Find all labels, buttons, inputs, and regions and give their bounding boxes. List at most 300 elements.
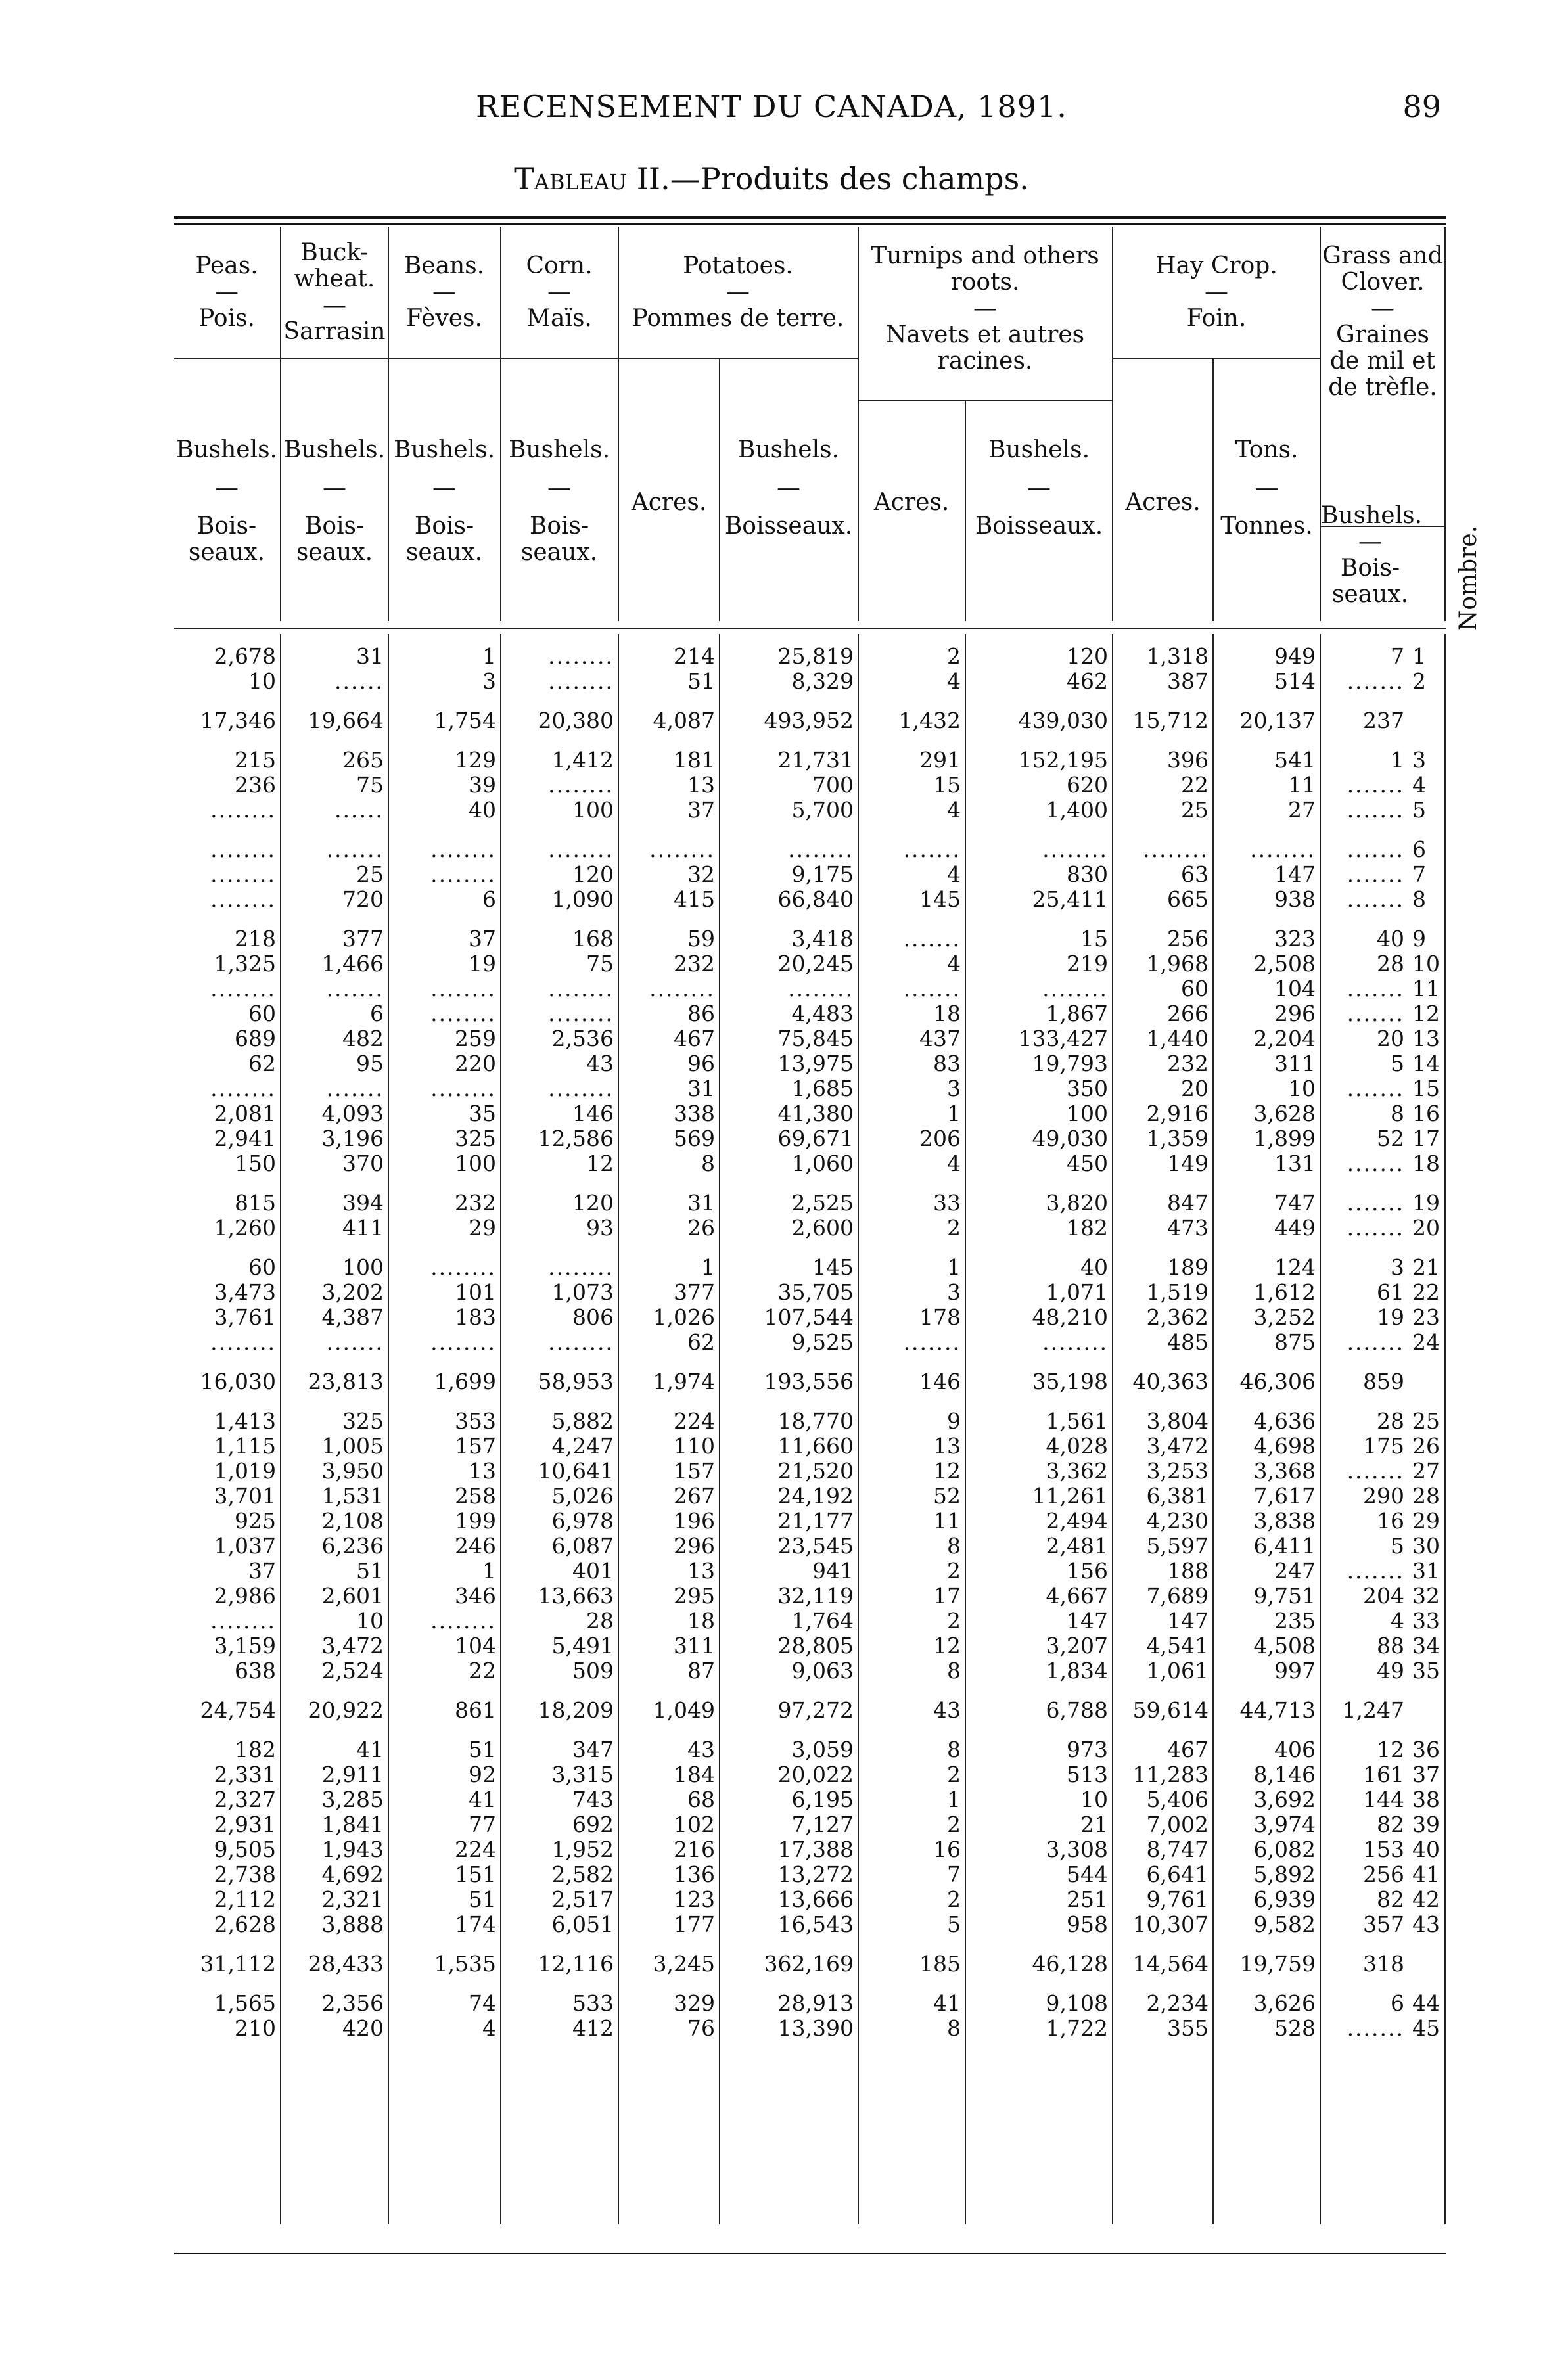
table-cell: 1,019 bbox=[214, 1458, 276, 1484]
table-cell: 1,260 bbox=[214, 1215, 276, 1241]
table-cell: 1,565 bbox=[214, 1990, 276, 2016]
row-number-cell: 29 bbox=[1412, 1508, 1440, 1534]
table-cell: 743 bbox=[572, 1787, 614, 1812]
row-number-cell: 13 bbox=[1412, 1026, 1440, 1051]
table-cell: 27 bbox=[1288, 797, 1316, 823]
table-cell: 24,192 bbox=[777, 1483, 854, 1509]
table-cell: 76 bbox=[687, 2015, 715, 2041]
table-cell: ........ bbox=[548, 836, 614, 862]
table-cell: 150 bbox=[235, 1151, 276, 1176]
table-row bbox=[174, 927, 1446, 951]
table-cell: 1,247 bbox=[1342, 1697, 1404, 1723]
table-cell: 509 bbox=[572, 1658, 614, 1683]
table-cell: 60 bbox=[1181, 976, 1209, 1001]
table-cell: 3,202 bbox=[321, 1279, 384, 1305]
table-cell: 350 bbox=[1067, 1076, 1108, 1101]
table-cell: 145 bbox=[812, 1254, 854, 1280]
table-cell: 124 bbox=[1274, 1254, 1316, 1280]
table-cell: 3,207 bbox=[1046, 1633, 1108, 1659]
table-cell: 412 bbox=[572, 2015, 614, 2041]
table-cell: 528 bbox=[1274, 2015, 1316, 2041]
row-spacer bbox=[174, 1937, 1446, 1952]
table-row bbox=[174, 887, 1446, 912]
table-row bbox=[174, 1255, 1446, 1280]
table-cell: 5 bbox=[1391, 1051, 1404, 1076]
data-table bbox=[174, 644, 1446, 2041]
table-cell: 1 bbox=[947, 1101, 961, 1126]
table-cell: 3,472 bbox=[321, 1633, 384, 1659]
table-cell: ....... bbox=[1347, 1076, 1404, 1101]
table-row bbox=[174, 1026, 1446, 1051]
table-cell: 219 bbox=[1067, 951, 1108, 976]
spacer-cell bbox=[174, 1176, 1446, 1191]
table-cell: 44,713 bbox=[1239, 1697, 1316, 1723]
table-cell: 216 bbox=[674, 1837, 715, 1862]
table-cell: 9,761 bbox=[1146, 1887, 1209, 1912]
table-title-prefix: Tableau bbox=[514, 161, 628, 196]
table-cell: 1,535 bbox=[434, 1951, 496, 1977]
table-cell: 146 bbox=[919, 1369, 961, 1394]
table-cell: 22 bbox=[469, 1658, 496, 1683]
table-cell: 638 bbox=[235, 1658, 276, 1683]
table-row bbox=[174, 669, 1446, 694]
table-cell: 3,252 bbox=[1253, 1304, 1316, 1330]
table-cell: 23,813 bbox=[308, 1369, 384, 1394]
table-row bbox=[174, 1051, 1446, 1076]
table-cell: ....... bbox=[1347, 797, 1404, 823]
table-cell: 859 bbox=[1363, 1369, 1404, 1394]
table-cell: ...... bbox=[334, 797, 384, 823]
table-cell: 1,834 bbox=[1046, 1658, 1108, 1683]
table-cell: 377 bbox=[674, 1279, 715, 1305]
table-row bbox=[174, 1659, 1446, 1683]
table-cell: 16 bbox=[933, 1837, 961, 1862]
table-cell: 544 bbox=[1067, 1862, 1108, 1887]
table-cell: 1,841 bbox=[321, 1812, 384, 1837]
table-cell: 362,169 bbox=[764, 1951, 854, 1977]
table-cell: 4 bbox=[947, 668, 961, 694]
table-cell: 406 bbox=[1274, 1737, 1316, 1762]
table-cell: 235 bbox=[1274, 1608, 1316, 1634]
table-row bbox=[174, 2016, 1446, 2041]
table-cell: 973 bbox=[1067, 1737, 1108, 1762]
table-cell: 236 bbox=[235, 772, 276, 798]
table-cell: 43 bbox=[586, 1051, 614, 1076]
table-cell: 259 bbox=[455, 1026, 496, 1051]
table-cell: 82 bbox=[1377, 1887, 1404, 1912]
table-cell: 39 bbox=[469, 772, 496, 798]
table-cell: 1,685 bbox=[791, 1076, 854, 1101]
table-cell: 2,494 bbox=[1046, 1508, 1108, 1534]
table-cell: 23,545 bbox=[777, 1533, 854, 1559]
table-cell: 22 bbox=[1181, 772, 1209, 798]
table-cell: 17 bbox=[933, 1583, 961, 1609]
table-cell: 8 bbox=[1391, 1101, 1404, 1126]
table-cell: 5,882 bbox=[551, 1408, 614, 1434]
table-cell: 2,517 bbox=[551, 1887, 614, 1912]
table-cell: 1,952 bbox=[551, 1837, 614, 1862]
table-cell: 396 bbox=[1167, 747, 1209, 773]
unit-acres: Acres. bbox=[1125, 489, 1201, 516]
table-cell: 8 bbox=[947, 1658, 961, 1683]
row-spacer bbox=[174, 1176, 1446, 1191]
row-number-cell: 39 bbox=[1412, 1812, 1440, 1837]
table-cell: 29 bbox=[469, 1215, 496, 1241]
row-spacer bbox=[174, 823, 1446, 837]
table-cell: 33 bbox=[933, 1190, 961, 1216]
table-cell: 2 bbox=[947, 1887, 961, 1912]
table-row bbox=[174, 748, 1446, 773]
table-cell: 1 bbox=[947, 1787, 961, 1812]
table-cell: 2,582 bbox=[551, 1862, 614, 1887]
table-cell: 46,128 bbox=[1032, 1951, 1108, 1977]
table-cell: 11 bbox=[1288, 772, 1316, 798]
row-spacer bbox=[174, 1394, 1446, 1409]
row-number-cell: 23 bbox=[1412, 1304, 1440, 1330]
table-cell: 514 bbox=[1274, 668, 1316, 694]
table-cell: 11,660 bbox=[777, 1433, 854, 1459]
table-cell: ....... bbox=[1347, 668, 1404, 694]
table-cell: 43 bbox=[933, 1697, 961, 1723]
row-number-cell: 2 bbox=[1412, 668, 1426, 694]
table-cell: 20,245 bbox=[777, 951, 854, 976]
table-cell: 1,974 bbox=[653, 1369, 715, 1394]
table-cell: 815 bbox=[235, 1190, 276, 1216]
table-cell: 41,380 bbox=[777, 1101, 854, 1126]
row-number-cell: 35 bbox=[1412, 1658, 1440, 1683]
table-cell: 1,049 bbox=[653, 1697, 715, 1723]
table-cell: 52 bbox=[1377, 1126, 1404, 1151]
table-cell: 129 bbox=[455, 747, 496, 773]
table-cell: 51 bbox=[356, 1558, 384, 1584]
row-number-cell: 20 bbox=[1412, 1215, 1440, 1241]
table-cell: 6,236 bbox=[321, 1533, 384, 1559]
table-cell: 4,667 bbox=[1046, 1583, 1108, 1609]
table-cell: 4,692 bbox=[321, 1862, 384, 1887]
table-title bbox=[0, 161, 1543, 196]
table-cell: 251 bbox=[1067, 1887, 1108, 1912]
table-cell: ........ bbox=[210, 1329, 276, 1355]
table-cell: 75 bbox=[586, 951, 614, 976]
table-cell: 77 bbox=[469, 1812, 496, 1837]
table-cell: 75,845 bbox=[777, 1026, 854, 1051]
table-cell: 21,520 bbox=[777, 1458, 854, 1484]
row-number-cell: 7 bbox=[1412, 861, 1426, 887]
table-cell: 58,953 bbox=[538, 1369, 614, 1394]
table-cell: 37 bbox=[248, 1558, 276, 1584]
table-cell: 3,472 bbox=[1146, 1433, 1209, 1459]
table-cell: 2 bbox=[947, 1812, 961, 1837]
table-cell: 224 bbox=[674, 1408, 715, 1434]
table-cell: 13,272 bbox=[777, 1862, 854, 1887]
table-cell: 62 bbox=[687, 1329, 715, 1355]
table-row bbox=[174, 773, 1446, 798]
table-cell: 31 bbox=[356, 643, 384, 669]
table-cell: 13,390 bbox=[777, 2015, 854, 2041]
table-cell: 1 bbox=[701, 1254, 715, 1280]
table-cell: ........ bbox=[210, 836, 276, 862]
table-cell: 41 bbox=[933, 1990, 961, 2016]
table-cell: 20,022 bbox=[777, 1762, 854, 1787]
table-cell: 220 bbox=[455, 1051, 496, 1076]
table-cell: 102 bbox=[674, 1812, 715, 1837]
table-cell: ........ bbox=[430, 1076, 496, 1101]
table-cell: 28,433 bbox=[308, 1951, 384, 1977]
table-cell: 15 bbox=[933, 772, 961, 798]
table-cell: ........ bbox=[210, 886, 276, 912]
unit-bushels: Bushels. — Bois-seaux. bbox=[393, 436, 495, 566]
total-row bbox=[174, 1369, 1446, 1394]
table-cell: 6 bbox=[370, 1001, 384, 1026]
col-hay-header: Hay Crop. — Foin. bbox=[1155, 252, 1278, 332]
table-cell: 8 bbox=[947, 2015, 961, 2041]
row-number-cell: 19 bbox=[1412, 1190, 1440, 1216]
row-number-cell: 26 bbox=[1412, 1433, 1440, 1459]
table-cell: 482 bbox=[342, 1026, 384, 1051]
table-cell: 9,582 bbox=[1253, 1911, 1316, 1937]
table-cell: 100 bbox=[342, 1254, 384, 1280]
row-spacer bbox=[174, 1241, 1446, 1255]
table-cell: 620 bbox=[1067, 772, 1108, 798]
table-cell: 95 bbox=[356, 1051, 384, 1076]
table-cell: 3,628 bbox=[1253, 1101, 1316, 1126]
table-cell: 12,116 bbox=[538, 1951, 614, 1977]
table-cell: 12 bbox=[933, 1633, 961, 1659]
table-cell: 49,030 bbox=[1032, 1126, 1108, 1151]
row-number-cell bbox=[1408, 1369, 1446, 1394]
table-row bbox=[174, 1330, 1446, 1355]
row-spacer bbox=[174, 733, 1446, 748]
table-cell: 1,519 bbox=[1146, 1279, 1209, 1305]
header-bottom-rule bbox=[174, 628, 1446, 629]
table-cell: 104 bbox=[455, 1633, 496, 1659]
table-row bbox=[174, 1534, 1446, 1559]
table-cell: 10,307 bbox=[1132, 1911, 1209, 1937]
table-cell: 3,308 bbox=[1046, 1837, 1108, 1862]
table-cell: 9,525 bbox=[791, 1329, 854, 1355]
table-cell: 1,432 bbox=[898, 708, 961, 733]
table-cell: 12 bbox=[1377, 1737, 1404, 1762]
table-cell: 3 bbox=[1391, 1254, 1404, 1280]
table-cell: ........ bbox=[210, 1076, 276, 1101]
table-cell: 2,986 bbox=[214, 1583, 276, 1609]
table-cell: 157 bbox=[674, 1458, 715, 1484]
row-number-cell bbox=[1408, 708, 1446, 733]
table-cell: 59,614 bbox=[1132, 1697, 1209, 1723]
col-beans-header: Beans. — Fèves. bbox=[403, 252, 485, 332]
table-cell: 149 bbox=[1167, 1151, 1209, 1176]
table-cell: 420 bbox=[342, 2015, 384, 2041]
table-cell: 62 bbox=[248, 1051, 276, 1076]
table-cell: 6,195 bbox=[791, 1787, 854, 1812]
table-cell: ........ bbox=[548, 976, 614, 1001]
table-cell: 2 bbox=[947, 1762, 961, 1787]
table-cell: 16,543 bbox=[777, 1911, 854, 1937]
table-cell: 256 bbox=[1167, 926, 1209, 951]
row-number-cell: 22 bbox=[1412, 1279, 1440, 1305]
table-cell: 20,380 bbox=[538, 708, 614, 733]
row-number-cell: 33 bbox=[1412, 1608, 1440, 1634]
table-cell: 3,804 bbox=[1146, 1408, 1209, 1434]
col-turnips-header: Turnips and others roots. — Navets et autres racines. bbox=[871, 242, 1099, 375]
table-cell: 10,641 bbox=[538, 1458, 614, 1484]
table-cell: 60 bbox=[248, 1254, 276, 1280]
row-number-cell: 34 bbox=[1412, 1633, 1440, 1659]
table-cell: 415 bbox=[674, 886, 715, 912]
table-cell: 247 bbox=[1274, 1558, 1316, 1584]
table-cell: 86 bbox=[687, 1001, 715, 1026]
table-cell: ........ bbox=[1042, 1329, 1108, 1355]
unit-bushels: Bushels. — Boisseaux. bbox=[975, 436, 1103, 539]
bottom-rule bbox=[174, 2253, 1446, 2254]
table-cell: 258 bbox=[455, 1483, 496, 1509]
table-cell: 6,641 bbox=[1146, 1862, 1209, 1887]
table-row bbox=[174, 1151, 1446, 1176]
table-cell: 11,283 bbox=[1132, 1762, 1209, 1787]
table-cell: ....... bbox=[1347, 886, 1404, 912]
table-cell: 61 bbox=[1377, 1279, 1404, 1305]
table-cell: 20,137 bbox=[1239, 708, 1316, 733]
spacer-cell bbox=[174, 694, 1446, 708]
table-cell: 4,698 bbox=[1253, 1433, 1316, 1459]
table-cell: ........ bbox=[548, 1001, 614, 1026]
table-cell: 1,699 bbox=[434, 1369, 496, 1394]
table-cell: 3,362 bbox=[1046, 1458, 1108, 1484]
table-cell: 1,899 bbox=[1253, 1126, 1316, 1151]
row-spacer bbox=[174, 1977, 1446, 1991]
table-cell: ....... bbox=[1347, 1190, 1404, 1216]
table-cell: 2,941 bbox=[214, 1126, 276, 1151]
total-row bbox=[174, 708, 1446, 733]
table-cell: 2,321 bbox=[321, 1887, 384, 1912]
table-cell: 232 bbox=[455, 1190, 496, 1216]
table-cell: ....... bbox=[1347, 1001, 1404, 1026]
table-cell: ........ bbox=[649, 836, 715, 862]
spacer-cell bbox=[174, 1394, 1446, 1409]
table-cell: 131 bbox=[1274, 1151, 1316, 1176]
row-number-cell bbox=[1408, 1952, 1446, 1977]
table-cell: 1,060 bbox=[791, 1151, 854, 1176]
col-peas-header: Peas. — Pois. bbox=[195, 252, 258, 332]
table-cell: ........ bbox=[1042, 976, 1108, 1001]
table-cell: 1,612 bbox=[1253, 1279, 1316, 1305]
table-cell: 151 bbox=[455, 1862, 496, 1887]
spacer-cell bbox=[174, 1683, 1446, 1698]
table-cell: 13,666 bbox=[777, 1887, 854, 1912]
table-cell: 16,030 bbox=[200, 1369, 276, 1394]
table-cell: 63 bbox=[1181, 861, 1209, 887]
table-cell: 2,234 bbox=[1146, 1990, 1209, 2016]
table-cell: 267 bbox=[674, 1483, 715, 1509]
table-cell: ........ bbox=[548, 643, 614, 669]
row-number-cell: 36 bbox=[1412, 1737, 1440, 1762]
table-cell: 232 bbox=[1167, 1051, 1209, 1076]
table-cell: 13 bbox=[469, 1458, 496, 1484]
table-cell: 25,411 bbox=[1032, 886, 1108, 912]
table-cell: 747 bbox=[1274, 1190, 1316, 1216]
table-cell: 473 bbox=[1167, 1215, 1209, 1241]
table-cell: 938 bbox=[1274, 886, 1316, 912]
page-header-title: RECENSEMENT DU CANADA, 1891. bbox=[476, 89, 1067, 124]
col-grass-header: Grass and Clover. — Graines de mil et de trèfle. bbox=[1322, 242, 1443, 401]
table-cell: 133,427 bbox=[1018, 1026, 1108, 1051]
table-cell: 439,030 bbox=[1018, 708, 1108, 733]
table-cell: ........ bbox=[1250, 836, 1316, 862]
table-cell: 6,087 bbox=[551, 1533, 614, 1559]
table-cell: 25 bbox=[356, 861, 384, 887]
table-cell: 185 bbox=[919, 1951, 961, 1977]
top-rule bbox=[174, 216, 1446, 219]
table-cell: 37 bbox=[469, 926, 496, 951]
table-cell: 246 bbox=[455, 1533, 496, 1559]
table-cell: 1,325 bbox=[214, 951, 276, 976]
table-cell: 182 bbox=[1067, 1215, 1108, 1241]
table-cell: 12 bbox=[933, 1458, 961, 1484]
table-cell: 8 bbox=[701, 1151, 715, 1176]
row-number-cell: 9 bbox=[1412, 926, 1426, 951]
row-spacer bbox=[174, 694, 1446, 708]
table-cell: 2 bbox=[947, 1558, 961, 1584]
table-cell: 9,751 bbox=[1253, 1583, 1316, 1609]
table-cell: 925 bbox=[235, 1508, 276, 1534]
table-cell: 21 bbox=[1080, 1812, 1108, 1837]
table-cell: 100 bbox=[1067, 1101, 1108, 1126]
spacer-cell bbox=[174, 912, 1446, 927]
table-cell: ........ bbox=[649, 976, 715, 1001]
table-cell: 997 bbox=[1274, 1658, 1316, 1683]
table-cell: 5,026 bbox=[551, 1483, 614, 1509]
row-number-cell: 17 bbox=[1412, 1126, 1440, 1151]
table-cell: 1,943 bbox=[321, 1837, 384, 1862]
table-cell: 4,483 bbox=[791, 1001, 854, 1026]
table-cell: 3,838 bbox=[1253, 1508, 1316, 1534]
row-number-cell: 18 bbox=[1412, 1151, 1440, 1176]
unit-tons: Tons. — Tonnes. bbox=[1220, 436, 1313, 539]
table-cell: 161 bbox=[1363, 1762, 1404, 1787]
table-cell: 4,087 bbox=[653, 708, 715, 733]
table-cell: ....... bbox=[1347, 1329, 1404, 1355]
table-row bbox=[174, 1305, 1446, 1330]
table-cell: 325 bbox=[342, 1408, 384, 1434]
table-cell: 13 bbox=[687, 1558, 715, 1584]
table-cell: 541 bbox=[1274, 747, 1316, 773]
spacer-cell bbox=[174, 733, 1446, 748]
table-cell: ....... bbox=[1347, 1558, 1404, 1584]
table-row bbox=[174, 951, 1446, 976]
table-cell: 18 bbox=[687, 1608, 715, 1634]
table-cell: 19,759 bbox=[1239, 1951, 1316, 1977]
table-cell: ........ bbox=[210, 1608, 276, 1634]
table-cell: ....... bbox=[1347, 1458, 1404, 1484]
table-cell: 48,210 bbox=[1032, 1304, 1108, 1330]
table-row bbox=[174, 1634, 1446, 1659]
col-corn-header: Corn. — Maïs. bbox=[526, 252, 593, 332]
table-cell: 377 bbox=[342, 926, 384, 951]
table-cell: 2,536 bbox=[551, 1026, 614, 1051]
table-cell: 4,387 bbox=[321, 1304, 384, 1330]
table-cell: 3,418 bbox=[791, 926, 854, 951]
table-cell: 28 bbox=[586, 1608, 614, 1634]
table-cell: 2,204 bbox=[1253, 1026, 1316, 1051]
row-number-cell bbox=[1408, 1698, 1446, 1723]
table-cell: 168 bbox=[572, 926, 614, 951]
table-cell: 82 bbox=[1377, 1812, 1404, 1837]
table-cell: 2,356 bbox=[321, 1990, 384, 2016]
table-cell: 174 bbox=[455, 1911, 496, 1937]
table-cell: 156 bbox=[1067, 1558, 1108, 1584]
table-cell: ........ bbox=[430, 1001, 496, 1026]
table-cell: 7 bbox=[947, 1862, 961, 1887]
